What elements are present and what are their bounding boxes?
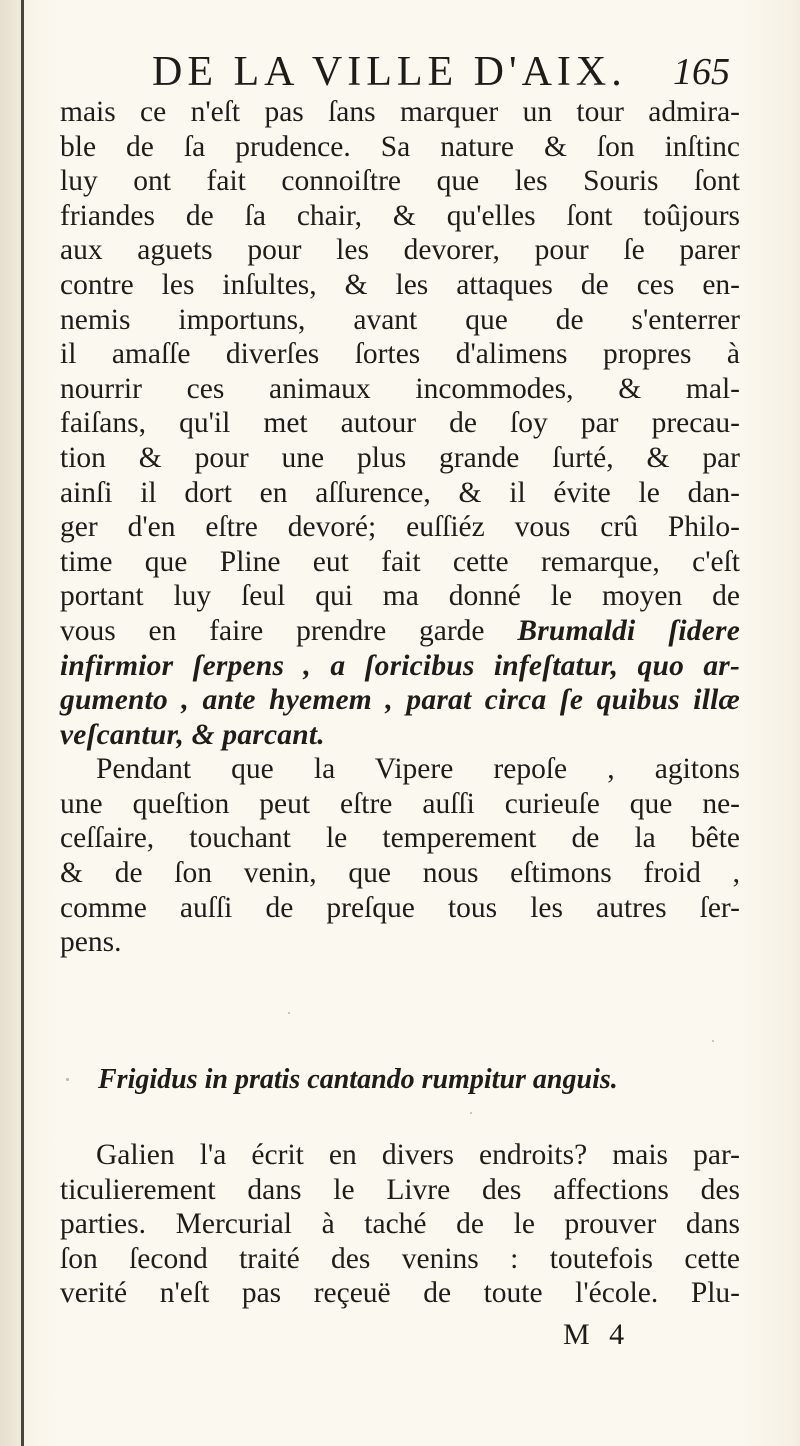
page-number: 165 [673, 51, 730, 93]
text-line: mais ce n'eſt pas ſans marquer un tour admira- [60, 96, 740, 128]
paper-speck [288, 1012, 290, 1014]
text-line: nourrir ces animaux incommodes, & mal- [60, 372, 740, 405]
latin-quote-line: infirmior ſerpens , a ſoricibus infeſtatur, quo ar- [60, 649, 740, 682]
paper-speck [66, 1078, 69, 1081]
text-line: aux aguets pour les devorer, pour ſe parer [60, 234, 740, 267]
text-line: portant luy ſeul qui ma donné le moyen de [60, 580, 740, 613]
second-text-block [60, 1138, 740, 1311]
text-line-mixed [60, 614, 740, 649]
text-line: & de ſon venin, que nous eſtimons froid , [60, 857, 740, 890]
text-line: tion & pour une plus grande ſurté, & par [60, 441, 740, 474]
text-line: friandes de ſa chair, & qu'elles ſont toûjours [60, 199, 740, 232]
text-line: Pendant que la Vipere repoſe , agitons [96, 753, 740, 786]
text-line: ſon ſecond traité des venins : toutefois cette [60, 1242, 740, 1275]
text-line: comme auſſi de preſque tous les autres ſer- [60, 891, 740, 924]
text-line: contre les inſultes, & les attaques de ces en- [60, 268, 740, 301]
text-line: ceſſaire, touchant le temperement de la bête [60, 822, 740, 855]
latin-quote-line: veſcantur, & parcant. [60, 718, 325, 751]
text-line: ticulierement dans le Livre des affections des [60, 1173, 740, 1206]
paper-speck [712, 1040, 714, 1042]
text-line: il amaſſe diverſes ſortes d'alimens propres à [60, 338, 740, 371]
text-line: Galien l'a écrit en divers endroits? mais par- [96, 1139, 740, 1171]
text-line: pens. [60, 926, 122, 959]
text-line: verité n'eſt pas reçeuë de toute l'école. Plu- [60, 1277, 740, 1310]
verse-quotation: Frigidus in pratis cantando rumpitur anguis. [98, 1064, 618, 1095]
text-line: parties. Mercurial à taché de le prouver dans [60, 1208, 740, 1241]
text-line: une queſtion peut eſtre auſſi curieuſe que ne- [60, 787, 740, 820]
text-line: faiſans, qu'il met autour de ſoy par precau- [60, 407, 740, 440]
running-head-title: DE LA VILLE D'AIX. [152, 49, 627, 95]
text-line: luy ont fait connoiſtre que les Souris ſont [60, 165, 740, 198]
text-line: ger d'en eſtre devoré; euſſiéz vous crû Philo- [60, 511, 740, 544]
text-line: nemis importuns, avant que de s'enterrer [60, 303, 740, 336]
paper-speck [470, 1112, 472, 1114]
page-edge-line [21, 0, 24, 1446]
main-text-block [60, 95, 740, 960]
text-line: ainſi il dort en aſſurence, & il évite le dan- [60, 476, 740, 509]
text-line: ble de ſa prudence. Sa nature & ſon inſtinc [60, 130, 740, 163]
text-line: time que Pline eut fait cette remarque, c'eſt [60, 545, 740, 578]
signature-mark: M 4 [563, 1318, 631, 1351]
latin-quote-line: gumento , ante hyemem , parat circa ſe quibus illæ [60, 684, 740, 717]
text-line-roman: vous en faire prendre garde [60, 614, 485, 647]
page-gutter [0, 0, 21, 1446]
latin-quote-start: Brumaldi ſidere [517, 614, 741, 647]
